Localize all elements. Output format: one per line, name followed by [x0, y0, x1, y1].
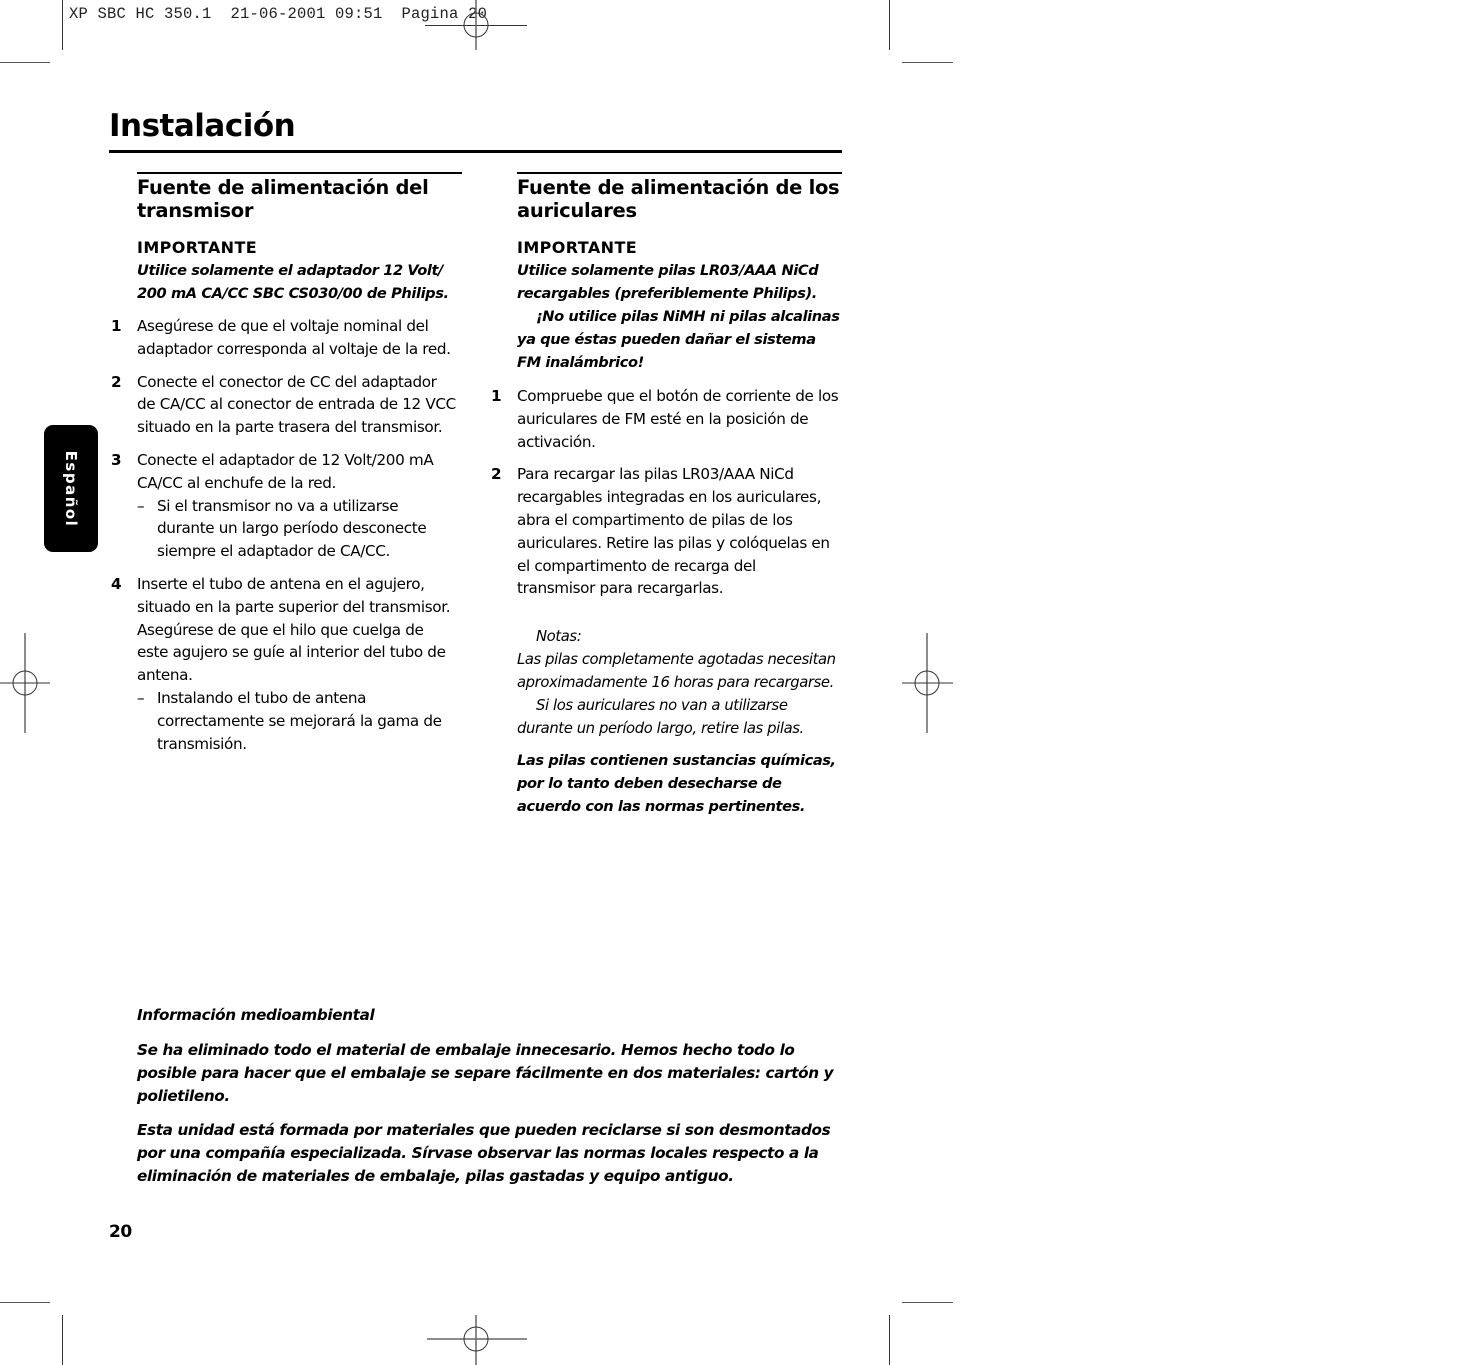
left-heading-line2: transmisor [137, 199, 254, 222]
environment-paragraph-2: Esta unidad está formada por materiales que pueden reciclarse si son desmontados por una compañía especializada. Sírvase observar las normas locales respecto a la eliminación de materiales de embalaje, pilas gastadas y equipo antiguo. [137, 1121, 831, 1185]
left-step-4-subnote [137, 687, 459, 755]
note-1: Las pilas completamente agotadas necesitan aproximadamente 16 horas para recargarse. [517, 651, 836, 692]
crop-mark-bottom-right-vertical [889, 1315, 890, 1365]
step-text: Conecte el adaptador de 12 Volt/200 mA CA/CC al enchufe de la red. [137, 450, 434, 492]
right-column-rule [517, 172, 842, 174]
title-rule [109, 150, 842, 153]
language-tab-label: Español [62, 450, 80, 527]
step-number: 1 [491, 387, 502, 405]
left-step-2 [111, 371, 459, 439]
language-tab [44, 425, 98, 552]
left-step-3-subnote [137, 495, 459, 563]
step-number: 4 [111, 574, 122, 593]
crop-mark-top-left-horizontal [0, 62, 50, 63]
registration-mark-left-icon [0, 633, 50, 733]
crop-mark-bottom-left-vertical [62, 1315, 63, 1365]
left-important-text: Utilice solamente el adaptador 12 Volt/ 200 mA CA/CC SBC CS030/00 de Philips. [137, 262, 449, 302]
left-step-4 [111, 573, 459, 755]
right-step-2 [491, 463, 832, 600]
step-number: 1 [111, 317, 122, 335]
right-column [491, 176, 847, 818]
crop-mark-bottom-right-horizontal [902, 1302, 953, 1303]
step-number: 2 [111, 372, 122, 391]
page-number: 20 [109, 1222, 132, 1242]
step-number: 3 [111, 450, 122, 469]
step-text: Asegúrese de que el voltaje nominal del adaptador corresponda al voltaje de la red. [137, 317, 451, 358]
notes-block [517, 625, 847, 740]
registration-mark-bottom-icon [427, 1315, 527, 1365]
dash: – [137, 496, 145, 515]
left-column-rule [137, 172, 462, 174]
dash: – [137, 688, 145, 707]
disposal-warning: Las pilas contienen sustancias químicas, por lo tanto deben desecharse de acuerdo con las normas pertinentes. [517, 752, 836, 816]
step-text: Compruebe que el botón de corriente de los auriculares de FM esté en la posición de activación. [517, 387, 839, 451]
left-step-3 [111, 449, 459, 563]
environment-paragraph-1: Se ha eliminado todo el material de embalaje innecesario. Hemos hecho todo lo posible para hacer que el embalaje se separe fácilmente en dos materiales: cartón y polietileno. [137, 1041, 834, 1105]
page-title: Instalación [109, 108, 296, 144]
crop-mark-top-left-vertical [62, 0, 63, 50]
crop-mark-bottom-left-horizontal [0, 1302, 50, 1303]
registration-mark-top-icon [427, 0, 527, 50]
left-heading-line1: Fuente de alimentación del [137, 176, 429, 199]
left-important-label: IMPORTANTE [137, 238, 258, 257]
print-slug: XP SBC HC 350.1 21-06-2001 09:51 Pagina 20 [69, 5, 488, 23]
step-text: Conecte el conector de CC del adaptador de CA/CC al conector de entrada de 12 VCC situado en la parte trasera del transmisor. [137, 372, 456, 437]
right-heading-line1: Fuente de alimentación de los [517, 176, 840, 199]
right-important-label: IMPORTANTE [517, 238, 638, 257]
left-column [111, 176, 467, 755]
left-step-1 [111, 315, 459, 361]
right-column-heading [517, 176, 847, 222]
note-2: Si los auriculares no van a utilizarse durante un período largo, retire las pilas. [517, 697, 804, 738]
right-heading-line2: auriculares [517, 199, 637, 222]
left-column-heading [137, 176, 467, 222]
environment-heading: Información medioambiental [137, 1006, 375, 1024]
registration-mark-right-icon [902, 633, 953, 733]
step-text: Para recargar las pilas LR03/AAA NiCd recargables integradas en los auriculares, abra el compartimento de pilas de los auriculares. Retire las pilas y colóquelas en el compartimento de recarga del transmisor para recargarlas. [517, 465, 830, 598]
crop-mark-top-right-vertical [889, 0, 890, 50]
subnote-text: Si el transmisor no va a utilizarse durante un largo período desconecte siempre el adaptador de CA/CC. [157, 496, 427, 561]
right-step-1 [491, 385, 842, 453]
notes-label: Notas: [536, 628, 582, 646]
crop-mark-top-right-horizontal [902, 62, 953, 63]
subnote-text: Instalando el tubo de antena correctamente se mejorará la gama de transmisión. [157, 688, 442, 753]
right-important-warning: ¡No utilice pilas NiMH ni pilas alcalinas ya que éstas pueden dañar el sistema FM inalámbrico! [517, 308, 840, 371]
step-text: Inserte el tubo de antena en el agujero, situado en la parte superior del transmisor. Asegúrese de que el hilo que cuelga de este agujero se guíe al interior del tubo de antena. [137, 574, 451, 685]
right-important-text: Utilice solamente pilas LR03/AAA NiCd recargables (preferiblemente Philips). [517, 262, 819, 302]
step-number: 2 [491, 465, 502, 484]
